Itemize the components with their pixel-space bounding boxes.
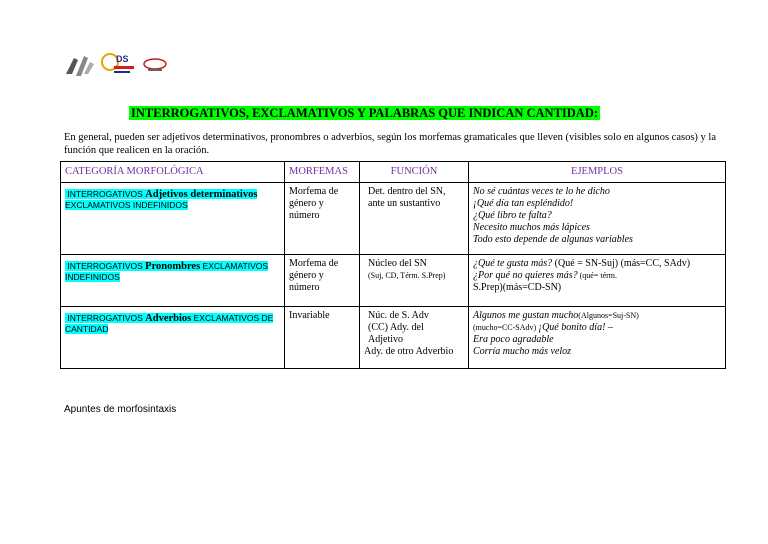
- morfemas-cell: Morfema de género y número: [285, 183, 360, 255]
- ejemplos-cell: [469, 255, 726, 307]
- example-line: Corría mucho más veloz: [473, 346, 572, 357]
- table-row: [61, 255, 726, 307]
- funcion-cell: [360, 255, 469, 307]
- example-line: (mucho=CC-SAdv) ¡Qué bonito día! –: [473, 322, 613, 333]
- intro-paragraph: En general, pueden ser adjetivos determinativos, pronombres o adverbios, según los morfemas gramaticales que lleven (visibles solo en algunos casos) y la función que realicen en la oración.: [64, 132, 716, 156]
- ds-logo: [100, 50, 136, 78]
- footer-note: Apuntes de morfosintaxis: [64, 404, 177, 415]
- funcion-line: (CC) Ady. del: [368, 322, 424, 333]
- category-highlight: INTERROGATIVOS Adverbios EXCLAMATIVOS DE CANTIDAD: [65, 313, 274, 334]
- example-line: Todo esto depende de algunas variables: [473, 234, 633, 245]
- morfemas-cell: Invariable: [285, 307, 360, 369]
- table-row: [61, 307, 726, 369]
- page-title: INTERROGATIVOS, EXCLAMATIVOS Y PALABRAS QUE INDICAN CANTIDAD:: [131, 106, 599, 120]
- example-line: Era poco agradable: [473, 334, 554, 345]
- funcion-line: Adjetivo: [368, 334, 403, 345]
- category-cell: [61, 307, 285, 369]
- table-row: [61, 183, 726, 255]
- example-line: ¿Por qué no quieres más? (qué= térm.: [473, 270, 618, 281]
- example-line: Algunos me gustan mucho(Algunos=Suj-SN): [473, 310, 639, 321]
- example-line: Necesito muchos más lápices: [473, 222, 590, 233]
- svg-text:DS: DS: [116, 54, 129, 64]
- example-line: ¿Qué te gusta más? (Qué = SN-Suj) (más=CC, SAdv): [473, 258, 691, 269]
- header-morfemas: MORFEMAS: [285, 162, 360, 183]
- header-funcion: FUNCIÓN: [360, 162, 469, 183]
- funcion-cell: Det. dentro del SN, ante un sustantivo: [360, 183, 469, 255]
- header-categoria: CATEGORÍA MORFOLÓGICA: [61, 162, 285, 183]
- category-highlight: INTERROGATIVOS Adjetivos determinativos EXCLAMATIVOS INDEFINIDOS: [65, 189, 258, 210]
- ejemplos-cell: [469, 183, 726, 255]
- example-line: S.Prep)(más=CD-SN): [473, 282, 562, 293]
- table-header-row: [61, 162, 726, 183]
- funcion-line: Ady. de otro Adverbio: [364, 346, 454, 357]
- funcion-detail: (Suj, CD, Térm. S.Prep): [368, 271, 446, 280]
- example-line: ¿Qué libro te falta?: [473, 210, 552, 221]
- funcion-cell: [360, 307, 469, 369]
- category-cell: [61, 255, 285, 307]
- junta-logo: [142, 56, 168, 74]
- header-ejemplos: EJEMPLOS: [469, 162, 726, 183]
- category-cell: [61, 183, 285, 255]
- morfemas-cell: Morfema de género y número: [285, 255, 360, 307]
- school-crest-logo: [64, 54, 96, 78]
- example-line: ¡Qué día tan espléndido!: [473, 198, 574, 209]
- funcion-main: Núcleo del SN: [368, 258, 427, 269]
- category-highlight: INTERROGATIVOS Pronombres EXCLAMATIVOS INDEFINIDOS: [65, 261, 269, 282]
- grammar-table: [60, 161, 726, 369]
- example-line: No sé cuántas veces te lo he dicho: [473, 186, 610, 197]
- ejemplos-cell: [469, 307, 726, 369]
- funcion-line: Núc. de S. Adv: [368, 310, 429, 321]
